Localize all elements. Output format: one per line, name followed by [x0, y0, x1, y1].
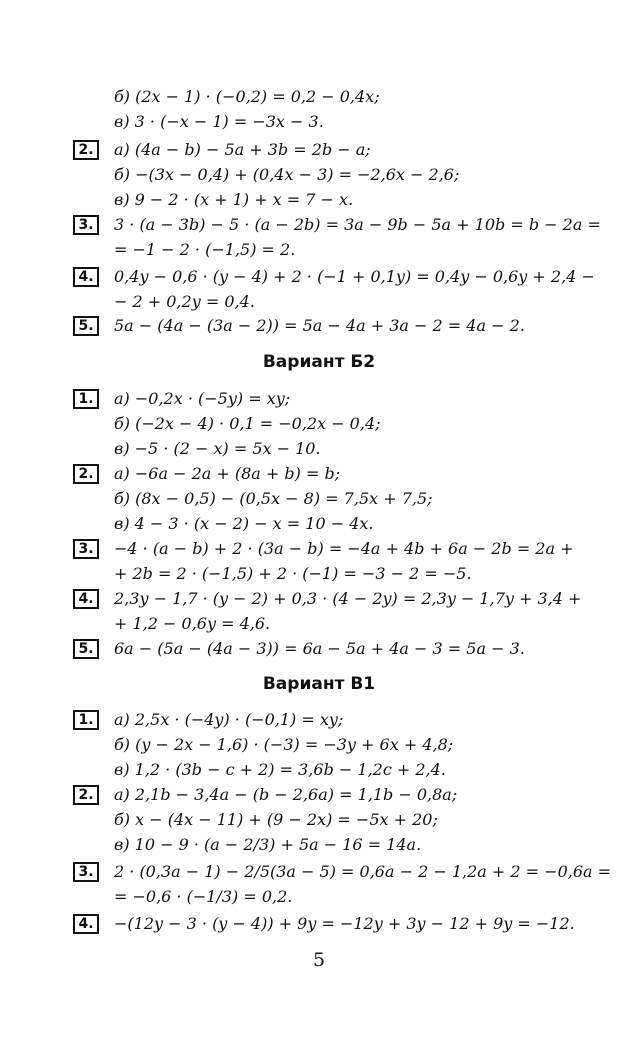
a-task2-a: а) (4a − b) − 5a + 3b = 2b − a;	[114, 140, 371, 159]
a-task5-line1: 5a − (4a − (3a − 2)) = 5a − 4a + 3a − 2 = 4a − 2.	[114, 316, 525, 335]
v1-task4-number: 4.	[73, 914, 99, 934]
b2-task1-v: в) −5 · (2 − x) = 5x − 10.	[114, 439, 321, 458]
v1-task3-number: 3.	[73, 862, 99, 882]
a-task2-number: 2.	[73, 140, 99, 160]
v1-task1-a: а) 2,5x · (−4y) · (−0,1) = xy;	[114, 710, 344, 729]
a-task5-number: 5.	[73, 316, 99, 336]
b2-task4-line1: 2,3y − 1,7 · (y − 2) + 0,3 · (4 − 2y) = 2,3y − 1,7y + 3,4 +	[114, 589, 582, 608]
b2-task1-b: б) (−2x − 4) · 0,1 = −0,2x − 0,4;	[114, 414, 381, 433]
b2-task3-number: 3.	[73, 539, 99, 559]
a-task1-b: б) (2x − 1) · (−0,2) = 0,2 − 0,4x;	[114, 87, 380, 106]
a-task1-v: в) 3 · (−x − 1) = −3x − 3.	[114, 112, 324, 131]
v1-task1-number: 1.	[73, 710, 99, 730]
variant-v1-heading: Вариант В1	[262, 674, 376, 694]
b2-task1-a: а) −0,2x · (−5y) = xy;	[114, 389, 291, 408]
v1-task1-v: в) 1,2 · (3b − c + 2) = 3,6b − 1,2c + 2,4.	[114, 760, 446, 779]
a-task3-line1: 3 · (a − 3b) − 5 · (a − 2b) = 3a − 9b − 5a + 10b = b − 2a =	[114, 215, 601, 234]
page-number: 5	[312, 949, 326, 971]
b2-task3-line2: + 2b = 2 · (−1,5) + 2 · (−1) = −3 − 2 = −5.	[114, 564, 472, 583]
v1-task2-a: а) 2,1b − 3,4a − (b − 2,6a) = 1,1b − 0,8a;	[114, 785, 458, 804]
b2-task5-number: 5.	[73, 639, 99, 659]
a-task3-line2: = −1 − 2 · (−1,5) = 2.	[114, 240, 296, 259]
v1-task3-line1: 2 · (0,3a − 1) − 2/5(3a − 5) = 0,6a − 2 − 1,2a + 2 = −0,6a =	[114, 862, 612, 881]
b2-task1-number: 1.	[73, 389, 99, 409]
v1-task2-b: б) x − (4x − 11) + (9 − 2x) = −5x + 20;	[114, 810, 438, 829]
b2-task2-b: б) (8x − 0,5) − (0,5x − 8) = 7,5x + 7,5;	[114, 489, 433, 508]
v1-task4-line1: −(12y − 3 · (y − 4)) + 9y = −12y + 3y − 12 + 9y = −12.	[114, 914, 575, 933]
b2-task2-number: 2.	[73, 464, 99, 484]
v1-task2-number: 2.	[73, 785, 99, 805]
b2-task3-line1: −4 · (a − b) + 2 · (3a − b) = −4a + 4b + 6a − 2b = 2a +	[114, 539, 574, 558]
v1-task2-v: в) 10 − 9 · (a − 2/3) + 5a − 16 = 14a.	[114, 835, 422, 854]
v1-task1-b: б) (y − 2x − 1,6) · (−3) = −3y + 6x + 4,8;	[114, 735, 454, 754]
b2-task2-a: а) −6a − 2a + (8a + b) = b;	[114, 464, 341, 483]
b2-task4-line2: + 1,2 − 0,6y = 4,6.	[114, 614, 271, 633]
a-task2-v: в) 9 − 2 · (x + 1) + x = 7 − x.	[114, 190, 354, 209]
v1-task3-line2: = −0,6 · (−1/3) = 0,2.	[114, 887, 293, 906]
variant-b2-heading: Вариант Б2	[262, 352, 376, 372]
a-task4-number: 4.	[73, 267, 99, 287]
b2-task5-line1: 6a − (5a − (4a − 3)) = 6a − 5a + 4a − 3 = 5a − 3.	[114, 639, 525, 658]
b2-task4-number: 4.	[73, 589, 99, 609]
b2-task2-v: в) 4 − 3 · (x − 2) − x = 10 − 4x.	[114, 514, 374, 533]
a-task3-number: 3.	[73, 215, 99, 235]
a-task4-line2: − 2 + 0,2y = 0,4.	[114, 292, 255, 311]
a-task4-line1: 0,4y − 0,6 · (y − 4) + 2 · (−1 + 0,1y) = 0,4y − 0,6y + 2,4 −	[114, 267, 595, 286]
a-task2-b: б) −(3x − 0,4) + (0,4x − 3) = −2,6x − 2,6;	[114, 165, 460, 184]
